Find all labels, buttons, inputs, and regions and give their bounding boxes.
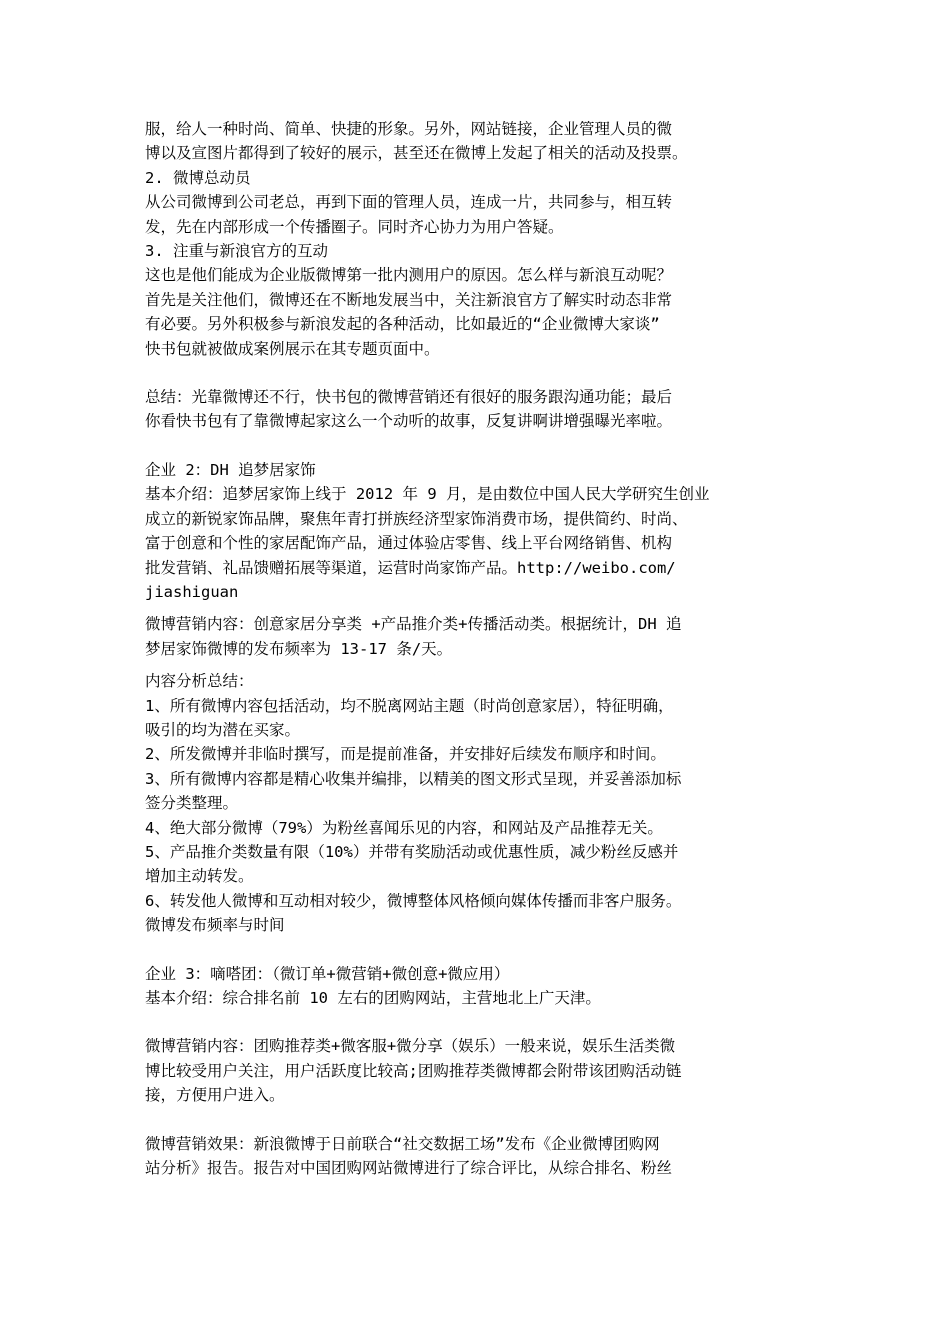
list-item [145, 767, 815, 816]
text-line: 微博营销内容：创意家居分享类 +产品推介类+传播活动类。根据统计，DH 追 [145, 615, 682, 634]
text-line: 快书包就被做成案例展示在其专题页面中。 [145, 339, 440, 358]
text-line: 批发营销、礼品馈赠拓展等渠道，运营时尚家饰产品。http://weibo.com/ [145, 558, 676, 577]
text-line: 富于创意和个性的家居配饰产品，通过体验店零售、线上平台网络销售、机构 [145, 534, 673, 553]
text-line: 增加主动转发。 [145, 867, 254, 886]
paragraph [145, 612, 815, 661]
text-line: 从公司微博到公司老总，再到下面的管理人员，连成一片，共同参与，相互转 [145, 193, 673, 212]
text-line: 基本介绍：追梦居家饰上线于 2012 年 9 月，是由数位中国人民大学研究生创业 [145, 485, 710, 504]
text-line: 吸引的均为潜在买家。 [145, 720, 301, 739]
paragraph [145, 482, 815, 604]
text-line: 6、转发他人微博和互动相对较少，微博整体风格倾向媒体传播而非客户服务。 [145, 891, 682, 910]
list-item [145, 889, 815, 913]
text-line: 梦居家饰微博的发布频率为 13-17 条/天。 [145, 639, 453, 658]
text-line: 有必要。另外积极参与新浪发起的各种活动，比如最近的“企业微博大家谈” [145, 315, 660, 334]
text-line: 首先是关注他们，微博还在不断地发展当中，关注新浪官方了解实时动态非常 [145, 290, 673, 309]
paragraph [145, 1132, 815, 1181]
text-line: 企业 3：嘀嗒团：（微订单+微营销+微创意+微应用） [145, 964, 510, 983]
spacer [145, 434, 815, 458]
paragraph [145, 986, 815, 1010]
list-item [145, 694, 815, 743]
document-body [145, 117, 815, 1180]
text-line: 站分析》报告。报告对中国团购网站微博进行了综合评比，从综合排名、粉丝 [145, 1159, 673, 1178]
paragraph [145, 117, 815, 166]
text-line: 博比较受用户关注，用户活跃度比较高;团购推荐类微博都会附带该团购活动链 [145, 1061, 682, 1080]
text-line: 3. 注重与新浪官方的互动 [145, 242, 328, 261]
text-line: 微博发布频率与时间 [145, 916, 285, 935]
paragraph [145, 263, 815, 361]
paragraph [145, 1034, 815, 1107]
text-line: 3、所有微博内容都是精心收集并编排，以精美的图文形式呈现，并妥善添加标 [145, 769, 682, 788]
spacer [145, 938, 815, 962]
text-line: 基本介绍：综合排名前 10 左右的团购网站，主营地北上广天津。 [145, 989, 601, 1007]
spacer [145, 1010, 815, 1034]
text-line: 微博营销内容：团购推荐类+微客服+微分享（娱乐）一般来说，娱乐生活类微 [145, 1037, 676, 1056]
text-line: 接，方便用户进入。 [145, 1086, 285, 1105]
text-line: 博以及宣图片都得到了较好的展示，甚至还在微博上发起了相关的活动及投票。 [145, 144, 688, 163]
text-line: 5、产品推介类数量有限（10%）并带有奖励活动或优惠性质，减少粉丝反感并 [145, 842, 679, 861]
spacer [145, 604, 815, 612]
text-line: 微博营销效果：新浪微博于日前联合“社交数据工场”发布《企业微博团购网 [145, 1134, 660, 1153]
section-heading [145, 669, 815, 693]
text-line: 企业 2：DH 追梦居家饰 [145, 460, 316, 479]
text-line: 这也是他们能成为企业版微博第一批内测用户的原因。怎么样与新浪互动呢？ [145, 266, 673, 285]
paragraph [145, 190, 815, 239]
spacer [145, 661, 815, 669]
text-line: 2. 微博总动员 [145, 168, 251, 187]
text-line: 内容分析总结： [145, 672, 254, 691]
text-line: 总结：光靠微博还不行，快书包的微博营销还有很好的服务跟沟通功能；最后 [145, 388, 673, 407]
text-line: 签分类整理。 [145, 794, 239, 813]
section-heading [145, 239, 815, 263]
list-item [145, 816, 815, 840]
section-heading [145, 166, 815, 190]
text-line: jiashiguan [145, 582, 239, 601]
text-line: 发，先在内部形成一个传播圈子。同时齐心协力为用户答疑。 [145, 217, 564, 236]
summary-paragraph [145, 385, 815, 434]
spacer [145, 1108, 815, 1132]
text-line: 2、所发微博并非临时撰写，而是提前准备，并安排好后续发布顺序和时间。 [145, 745, 666, 764]
text-line: 你看快书包有了靠微博起家这么一个动听的故事，反复讲啊讲增强曝光率啦。 [145, 412, 673, 431]
text-line: 4、绝大部分微博（79%）为粉丝喜闻乐见的内容，和网站及产品推荐无关。 [145, 818, 663, 837]
list-item [145, 840, 815, 889]
text-line: 服，给人一种时尚、简单、快捷的形象。另外，网站链接，企业管理人员的微 [145, 120, 673, 138]
paragraph [145, 913, 815, 937]
company-heading [145, 962, 815, 986]
text-line: 1、所有微博内容包括活动，均不脱离网站主题（时尚创意家居），特征明确， [145, 696, 674, 715]
list-item [145, 742, 815, 766]
company-heading [145, 458, 815, 482]
spacer [145, 361, 815, 385]
text-line: 成立的新锐家饰品牌，聚焦年青打拼族经济型家饰消费市场，提供简约、时尚、 [145, 509, 688, 528]
